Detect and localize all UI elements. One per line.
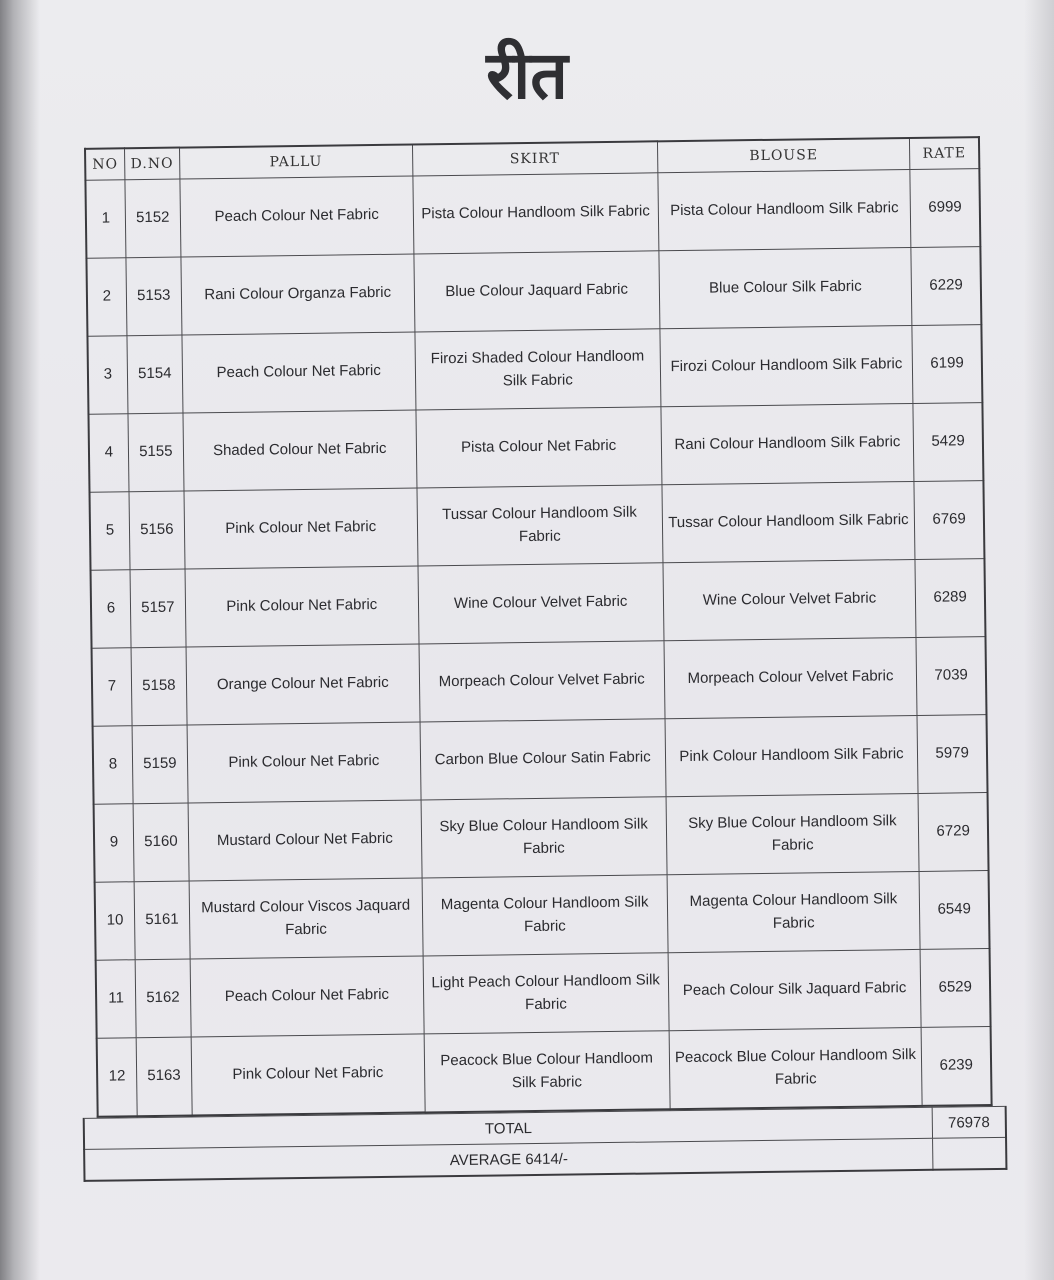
- pallu-cell: Peach Colour Net Fabric: [182, 332, 416, 413]
- header-skirt: SKIRT: [412, 141, 657, 176]
- row-no: 7: [92, 648, 132, 727]
- rate-cell: 7039: [916, 637, 986, 716]
- pallu-cell: Shaded Colour Net Fabric: [183, 410, 417, 491]
- header-rate: RATE: [910, 137, 980, 169]
- pallu-cell: Rani Colour Organza Fabric: [181, 254, 415, 335]
- rate-cell: 6549: [919, 871, 989, 950]
- row-no: 8: [93, 726, 133, 805]
- summary-table: [83, 1106, 1008, 1182]
- blouse-cell: Pista Colour Handloom Silk Fabric: [658, 170, 912, 251]
- row-no: 10: [95, 882, 135, 961]
- design-number: 5157: [130, 569, 186, 648]
- header-pallu: PALLU: [179, 145, 412, 180]
- design-number: 5154: [127, 335, 183, 414]
- document-title: रीत: [486, 37, 568, 114]
- pallu-cell: Pink Colour Net Fabric: [187, 722, 421, 803]
- table-row: [85, 169, 980, 259]
- skirt-cell: Carbon Blue Colour Satin Fabric: [420, 719, 666, 800]
- skirt-cell: Light Peach Colour Handloom Silk Fabric: [423, 953, 669, 1034]
- skirt-cell: Pista Colour Net Fabric: [416, 407, 662, 488]
- design-number: 5160: [133, 803, 189, 882]
- blouse-cell: Morpeach Colour Velvet Fabric: [664, 637, 918, 718]
- rate-cell: 6529: [920, 949, 990, 1028]
- skirt-cell: Pista Colour Handloom Silk Fabric: [413, 173, 659, 254]
- paper-right-shadow: [1024, 0, 1054, 1280]
- pallu-cell: Orange Colour Net Fabric: [186, 644, 420, 725]
- table-body: [85, 169, 991, 1117]
- rate-table: [84, 136, 993, 1118]
- pallu-cell: Pink Colour Net Fabric: [185, 566, 419, 647]
- rate-cell: 5979: [917, 715, 987, 794]
- table-row: [96, 949, 991, 1039]
- row-no: 11: [96, 960, 136, 1039]
- blouse-cell: Wine Colour Velvet Fabric: [663, 559, 917, 640]
- row-no: 4: [88, 414, 128, 493]
- design-number: 5153: [126, 257, 182, 336]
- table-row: [95, 871, 990, 961]
- row-no: 6: [91, 570, 131, 649]
- design-number: 5161: [134, 881, 190, 960]
- skirt-cell: Magenta Colour Handloom Silk Fabric: [422, 875, 668, 956]
- paper-edge-shadow: [0, 0, 40, 1280]
- skirt-cell: Tussar Colour Handloom Silk Fabric: [417, 485, 663, 566]
- pallu-cell: Peach Colour Net Fabric: [180, 176, 414, 257]
- row-no: 1: [85, 180, 125, 259]
- design-number: 5162: [135, 959, 191, 1038]
- skirt-cell: Firozi Shaded Colour Handloom Silk Fabric: [415, 329, 661, 410]
- rate-cell: 6199: [912, 325, 982, 404]
- rate-cell: 6239: [921, 1027, 991, 1106]
- pallu-cell: Pink Colour Net Fabric: [184, 488, 418, 569]
- rate-cell: 6229: [911, 247, 981, 326]
- blouse-cell: Blue Colour Silk Fabric: [659, 247, 913, 328]
- header-dno: D.NO: [124, 148, 179, 180]
- blouse-cell: Pink Colour Handloom Silk Fabric: [665, 715, 919, 796]
- skirt-cell: Morpeach Colour Velvet Fabric: [419, 641, 665, 722]
- design-number: 5156: [129, 491, 185, 570]
- row-no: 9: [94, 804, 134, 883]
- pallu-cell: Pink Colour Net Fabric: [191, 1034, 425, 1116]
- table-row: [93, 715, 988, 805]
- table-row: [86, 247, 981, 337]
- average-label: AVERAGE 6414/-: [84, 1138, 933, 1181]
- row-no: 12: [97, 1038, 137, 1117]
- rate-cell: 6999: [910, 169, 980, 248]
- table-row: [90, 481, 985, 571]
- rate-sheet: [70, 136, 1007, 1182]
- table-row: [91, 559, 986, 649]
- blouse-cell: Magenta Colour Handloom Silk Fabric: [667, 871, 921, 952]
- design-number: 5158: [131, 647, 187, 726]
- blouse-cell: Peach Colour Silk Jaquard Fabric: [668, 949, 922, 1030]
- rate-cell: 6289: [915, 559, 985, 638]
- table-row: [92, 637, 987, 727]
- row-no: 2: [86, 258, 126, 337]
- average-value: [933, 1137, 1007, 1169]
- pallu-cell: Mustard Colour Viscos Jaquard Fabric: [189, 878, 423, 959]
- blouse-cell: Tussar Colour Handloom Silk Fabric: [662, 481, 916, 562]
- rate-cell: 6769: [914, 481, 984, 560]
- skirt-cell: Wine Colour Velvet Fabric: [418, 563, 664, 644]
- blouse-cell: Sky Blue Colour Handloom Silk Fabric: [666, 793, 920, 874]
- design-number: 5152: [125, 179, 181, 258]
- design-number: 5155: [128, 413, 184, 492]
- header-blouse: BLOUSE: [657, 138, 910, 173]
- blouse-cell: Peacock Blue Colour Handloom Silk Fabric: [669, 1027, 923, 1109]
- table-row: [94, 793, 989, 883]
- rate-cell: 5429: [913, 403, 983, 482]
- rate-cell: 6729: [918, 793, 988, 872]
- design-number: 5163: [136, 1037, 192, 1116]
- row-no: 5: [90, 492, 130, 571]
- header-no: NO: [85, 148, 125, 180]
- pallu-cell: Mustard Colour Net Fabric: [188, 800, 422, 881]
- skirt-cell: Sky Blue Colour Handloom Silk Fabric: [421, 797, 667, 878]
- blouse-cell: Rani Colour Handloom Silk Fabric: [661, 403, 915, 484]
- skirt-cell: Blue Colour Jaquard Fabric: [414, 251, 660, 332]
- design-number: 5159: [132, 725, 188, 804]
- total-label: TOTAL: [84, 1107, 933, 1149]
- total-value: 76978: [932, 1106, 1006, 1138]
- row-no: 3: [87, 336, 127, 415]
- table-row: [87, 325, 982, 415]
- blouse-cell: Firozi Colour Handloom Silk Fabric: [660, 325, 914, 406]
- table-row: [88, 403, 983, 493]
- table-row: [97, 1027, 992, 1117]
- pallu-cell: Peach Colour Net Fabric: [190, 956, 424, 1037]
- skirt-cell: Peacock Blue Colour Handloom Silk Fabric: [424, 1031, 670, 1113]
